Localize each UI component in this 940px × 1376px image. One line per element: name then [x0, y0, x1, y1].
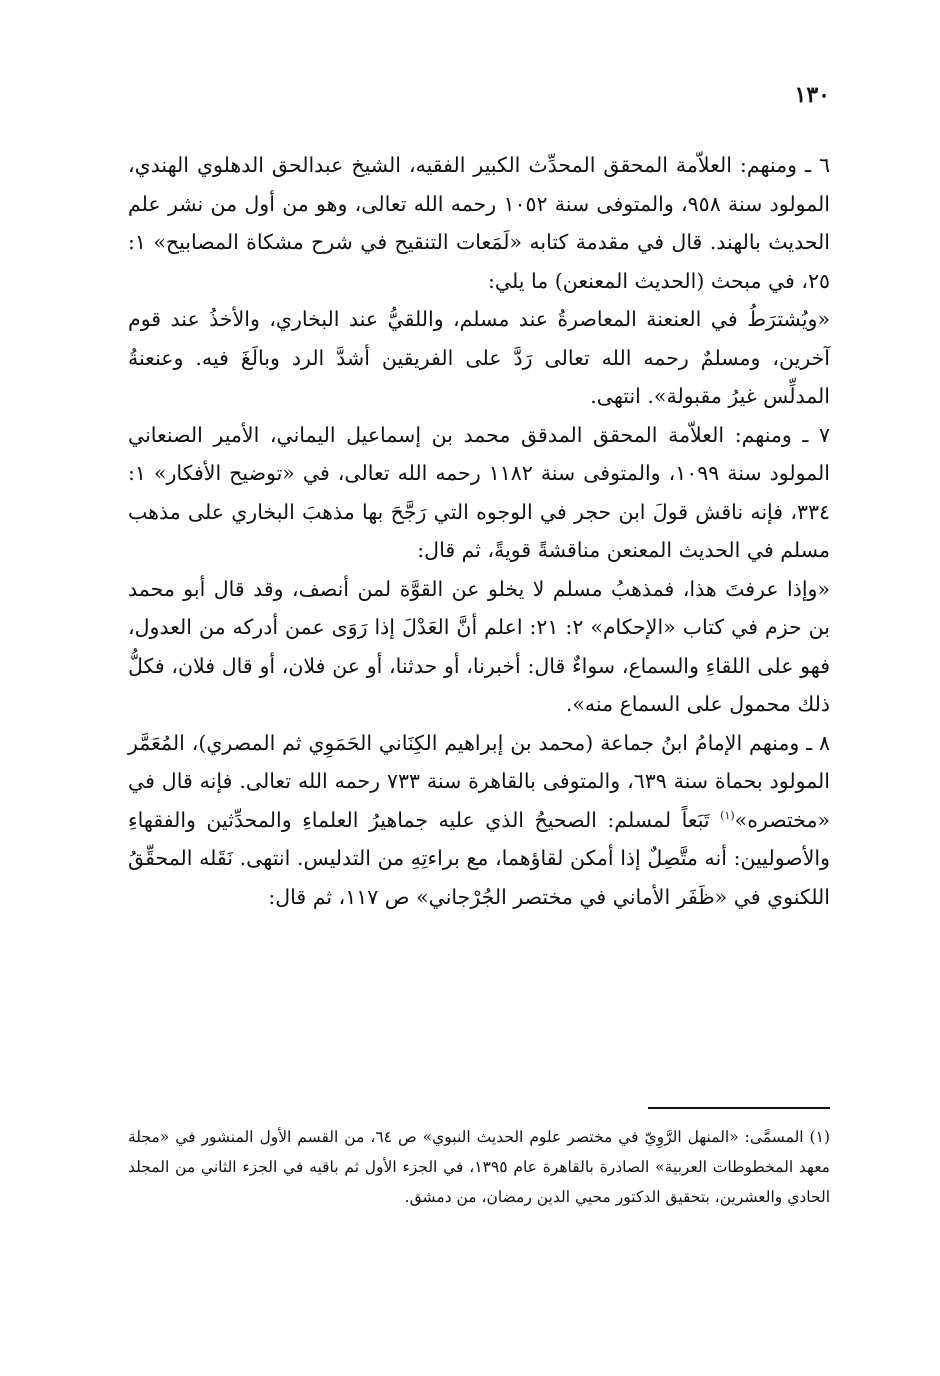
paragraph-text: تَبَعاً لمسلم: الصحيحُ الذي عليه جماهيرُ العلماءِ والمحدِّثين والفقهاءِ والأصوليين: أنه متَّصِلٌ إذا أمكن لقاؤهما، مع براءتِهِ من التدليس. انتهى. نَقَله المحقِّقُ اللكنوي في «ظَفَر الأماني في مختصر الجُرْجاني» ص ١١٧، ثم قال: — [128, 807, 830, 909]
paragraph-text: ٨ ـ ومنهم الإمامُ ابنُ جماعة (محمد بن إبراهيم الكِنَاني الحَمَوِي ثم المصري)، المُعَمَّر المولود بحماة سنة ٦٣٩، والمتوفى بالقاهرة سنة ٧٣٣ رحمه الله تعالى. فإنه قال في «مختصره» — [128, 730, 830, 832]
paragraph-item-8 — [128, 724, 830, 917]
quote-paragraph: «وإذا عرفتَ هذا، فمذهبُ مسلم لا يخلو عن القوَّة لمن أنصف، وقد قال أبو محمد بن حزم في كتاب «الإحكام» ٢: ٢١: اعلم أنَّ العَدْلَ إذا رَوَى عمن أدركه من العدول، فهو على اللقاءِ والسماع، سواءٌ قال: أخبرنا، أو حدثنا، أو عن فلان، أو قال فلان، فكلُّ ذلك محمول على السماع منه». — [128, 576, 830, 716]
main-text — [128, 146, 830, 916]
footnote-marker: (١) — [720, 808, 735, 822]
footnote-divider — [648, 1107, 830, 1109]
quote-paragraph: «ويُشترَطُ في العنعنة المعاصرةُ عند مسلم، واللقيُّ عند البخاري، والأخذُ عند قوم آخرين، ومسلمٌ رحمه الله تعالى رَدَّ على الفريقين أشدَّ الرد وبالَغَ فيه. وعنعنةُ المدلِّس غيرُ مقبولة». انتهى. — [128, 307, 830, 408]
paragraph-item-6: ٦ ـ ومنهم: العلاّمة المحقق المحدِّث الكبير الفقيه، الشيخ عبدالحق الدهلوي الهندي، المولود سنة ٩٥٨، والمتوفى سنة ١٠٥٢ رحمه الله تعالى، وهو من أول من نشر علم الحديث بالهند. قال في مقدمة كتابه «لَمَعات التنقيح في شرح مشكاة المصابيح» ١: ٢٥، في مبحث (الحديث المعنعن) ما يلي: — [128, 153, 830, 293]
page-number: ١٣٠ — [794, 82, 830, 108]
footnote-1: (١) المسمَّى: «المنهل الرَّوِيّ في مختصر علوم الحديث النبوي» ص ٦٤، من القسم الأول المنشور في «مجلة معهد المخطوطات العربية» الصادرة بالقاهرة عام ١٣٩٥، في الجزء الأول ثم باقيه في الجزء الثاني من المجلد الحادي والعشرين، بتحقيق الدكتور محيي الدين رمضان، من دمشق. — [128, 1128, 830, 1206]
footnotes — [128, 1122, 830, 1212]
paragraph-item-7: ٧ ـ ومنهم: العلاّمة المحقق المدقق محمد بن إسماعيل اليماني، الأمير الصنعاني المولود سنة ١٠٩٩، والمتوفى سنة ١١٨٢ رحمه الله تعالى، في «توضيح الأفكار» ١: ٣٣٤، فإنه ناقش قولَ ابن حجر في الوجوه التي رَجَّحَ بها مذهبَ البخاري على مذهب مسلم في الحديث المعنعن مناقشةً قويةً، ثم قال: — [128, 422, 830, 562]
